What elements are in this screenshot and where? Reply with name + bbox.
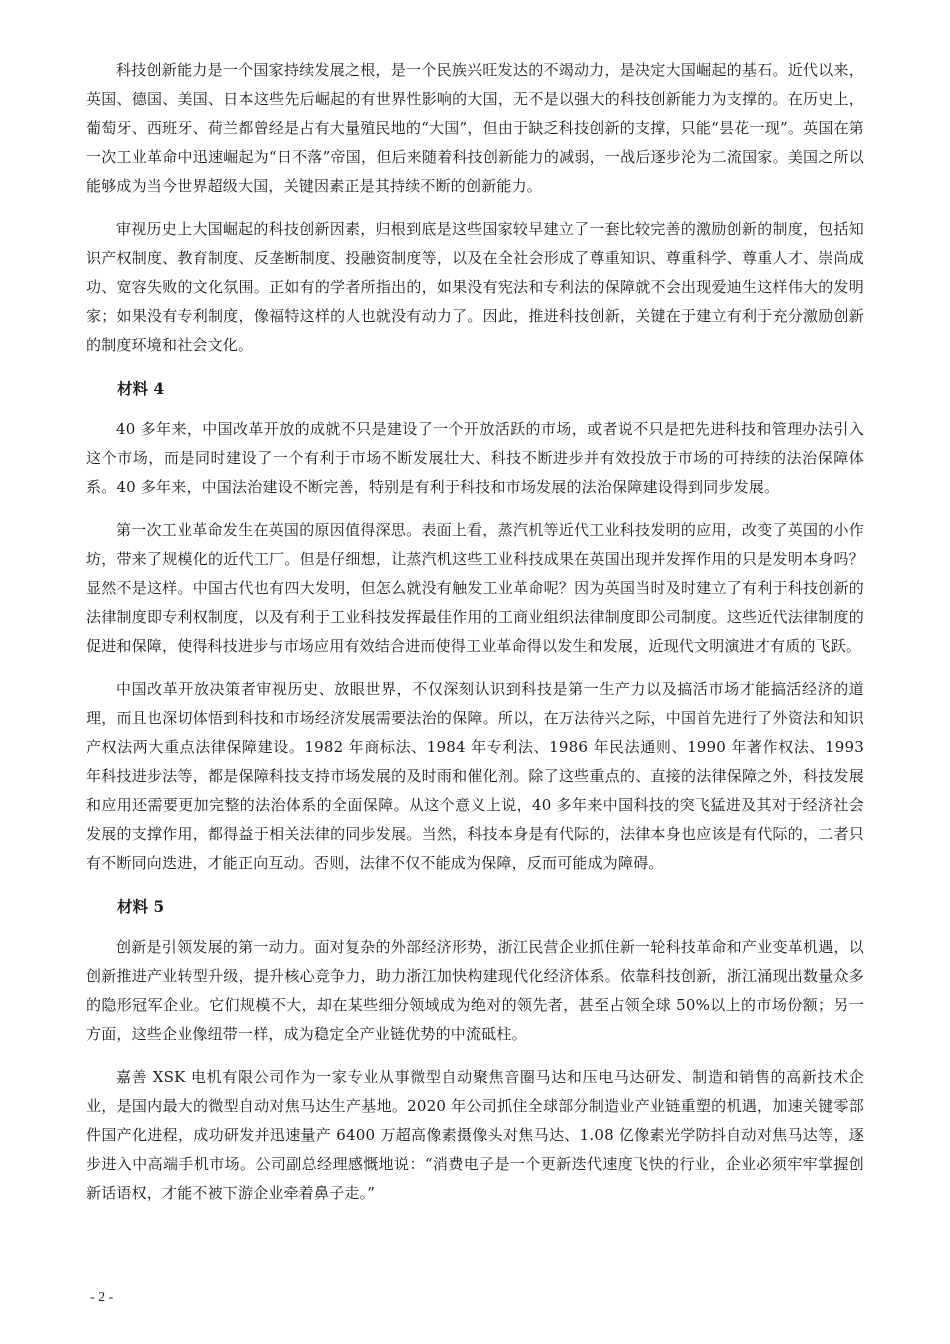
section-heading-material-5: 材料 5 (117, 897, 165, 916)
paragraph-industrial-revolution: 第一次工业革命发生在英国的原因值得深思。表面上看，蒸汽机等近代工业科技发明的应用，改变了英国的小作坊，带来了规模化的近代工厂。但是仔细想，让蒸汽机这些工业科技成果在英国出现并发挥作用的只是发明本身吗？显然不是这样。中国古代也有四大发明，但怎么就没有触发工业革命呢？因为英国当时及时建立了有利于科技创新的法律制度即专利权制度，以及有利于工业科技发挥最佳作用的工商业组织法律制度即公司制度。这些近代法律制度的促进和保障，使得科技进步与市场应用有效结合进而使得工业革命得以发生和发展，近现代文明演进才有质的飞跃。 (86, 521, 864, 655)
paragraph-institutional-factors: 审视历史上大国崛起的科技创新因素，归根到底是这些国家较早建立了一套比较完善的激励创新的制度，包括知识产权制度、教育制度、反垄断制度、投融资制度等，以及在全社会形成了尊重知识、尊重科学、尊重人才、崇尚成功、宽容失败的文化氛围。正如有的学者所指出的，如果没有宪法和专利法的保障就不会出现爱迪生这样伟大的发明家；如果没有专利制度，像福特这样的人也就没有动力了。因此，推进科技创新，关键在于建立有利于充分激励创新的制度环境和社会文化。 (86, 220, 864, 354)
paragraph-reform-achievements: 40 多年来，中国改革开放的成就不只是建设了一个开放活跃的市场，或者说不只是把先进科技和管理办法引入这个市场，而是同时建设了一个有利于市场不断发展壮大、科技不断进步并有效投放于市场的可持续的法治保障体系。40 多年来，中国法治建设不断完善，特别是有利于科技和市场发展的法治保障建设得到同步发展。 (86, 420, 864, 496)
paragraph-xsk-motor-company: 嘉善 XSK 电机有限公司作为一家专业从事微型自动聚焦音圈马达和压电马达研发、制造和销售的高新技术企业，是国内最大的微型自动对焦马达生产基地。2020 年公司抓住全球部分制造业产业链重塑的机遇，加速关键零部件国产化进程，成功研发并迅速量产 6400 万超高像素摄像头对焦马达、1.08 亿像素光学防抖自动对焦马达等，逐步进入中高端手机市场。公司副总经理感慨地说：“消费电子是一个更新迭代速度飞快的行业，企业必须牢牢掌握创新话语权，才能不被下游企业牵着鼻子走。” (86, 1068, 864, 1202)
paragraph-legal-guarantee: 中国改革开放决策者审视历史、放眼世界，不仅深刻认识到科技是第一生产力以及搞活市场才能搞活经济的道理，而且也深切体悟到科技和市场经济发展需要法治的保障。所以，在万法待兴之际，中国首先进行了外资法和知识产权法两大重点法律保障建设。1982 年商标法、1984 年专利法、1986 年民法通则、1990 年著作权法、1993 年科技进步法等，都是保障科技支持市场发展的及时雨和催化剂。除了这些重点的、直接的法律保障之外，科技发展和应用还需要更加完整的法治体系的全面保障。从这个意义上说，40 多年来中国科技的突飞猛进及其对于经济社会发展的支撑作用，都得益于相关法律的同步发展。当然，科技本身是有代际的，法律本身也应该是有代际的，二者只有不断同向迭进，才能正向互动。否则，法律不仅不能成为保障，反而可能成为障碍。 (86, 680, 864, 872)
paragraph-zhejiang-innovation: 创新是引领发展的第一动力。面对复杂的外部经济形势，浙江民营企业抓住新一轮科技革命和产业变革机遇，以创新推进产业转型升级，提升核心竞争力，助力浙江加快构建现代化经济体系。依靠科技创新，浙江涌现出数量众多的隐形冠军企业。它们规模不大，却在某些细分领域成为绝对的领先者，甚至占领全球 50%以上的市场份额；另一方面，这些企业像纽带一样，成为稳定全产业链优势的中流砥柱。 (86, 938, 864, 1043)
section-heading-material-4: 材料 4 (117, 379, 165, 398)
page-number: - 2 - (90, 1290, 114, 1305)
paragraph-innovation-root: 科技创新能力是一个国家持续发展之根，是一个民族兴旺发达的不竭动力，是决定大国崛起的基石。近代以来，英国、德国、美国、日本这些先后崛起的有世界性影响的大国，无不是以强大的科技创新能力为支撑的。在历史上，葡萄牙、西班牙、荷兰都曾经是占有大量殖民地的“大国”，但由于缺乏科技创新的支撑，只能“昙花一现”。英国在第一次工业革命中迅速崛起为“日不落”帝国，但后来随着科技创新能力的减弱，一战后逐步沦为二流国家。美国之所以能够成为当今世界超级大国，关键因素正是其持续不断的创新能力。 (86, 61, 864, 195)
document-body (86, 56, 864, 1222)
